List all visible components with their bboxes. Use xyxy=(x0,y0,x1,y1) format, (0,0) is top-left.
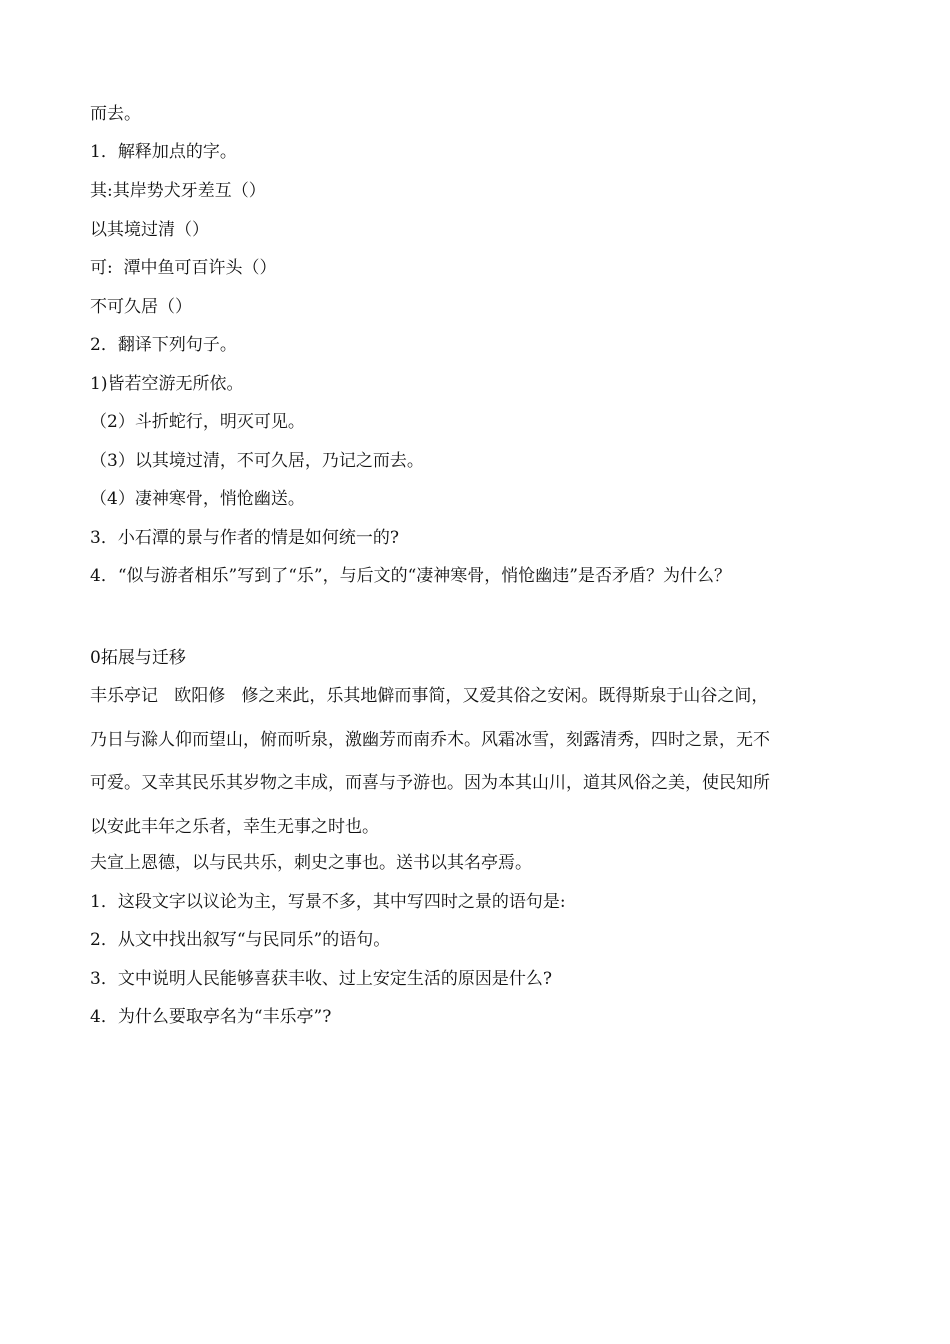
question-1-item-ke-1: 可: 潭中鱼可百许头（） xyxy=(90,258,277,278)
question-1-item-qi-1: 其:其岸势犬牙差互（） xyxy=(90,181,266,201)
question-4: 4．“似与游者相乐”写到了“乐”，与后文的“凄神寒骨，悄怆幽违”是否矛盾？为什么？ xyxy=(90,566,731,586)
extension-question-4: 4．为什么要取亭名为“丰乐亭”? xyxy=(90,1007,332,1027)
extension-question-2: 2．从文中找出叙写“与民同乐”的语句。 xyxy=(90,930,391,950)
passage-line-5: 夫宣上恩德，以与民共乐，刺史之事也。送书以其名亭焉。 xyxy=(90,853,532,873)
passage-line-2: 乃日与滁人仰而望山，俯而听泉，激幽芳而南乔木。风霜冰雪，刻露清秀，四时之景，无不 xyxy=(90,730,770,750)
translate-item-4: （4）凄神寒骨，悄怆幽送。 xyxy=(90,489,305,509)
translate-item-2: （2）斗折蛇行，明灭可见。 xyxy=(90,412,305,432)
question-1-title: 1．解释加点的字。 xyxy=(90,142,237,162)
extension-question-1: 1．这段文字以议论为主，写景不多，其中写四时之景的语句是: xyxy=(90,892,566,912)
section-heading-extension: 0拓展与迁移 xyxy=(90,648,186,668)
question-1-item-ke-2: 不可久居（） xyxy=(90,297,192,317)
question-2-title: 2．翻译下列句子。 xyxy=(90,335,237,355)
text-line-closing: 而去。 xyxy=(90,104,141,124)
question-1-item-qi-2: 以其境过清（） xyxy=(90,220,209,240)
translate-item-1: 1)皆若空游无所依。 xyxy=(90,374,244,394)
passage-line-3: 可爱。又幸其民乐其岁物之丰成，而喜与予游也。因为本其山川，道其风俗之美，使民知所 xyxy=(90,773,770,793)
extension-question-3: 3．文中说明人民能够喜获丰收、过上安定生活的原因是什么? xyxy=(90,969,552,989)
question-3: 3．小石潭的景与作者的情是如何统一的? xyxy=(90,528,399,548)
passage-line-1: 丰乐亭记 欧阳修 修之来此，乐其地僻而事简，又爱其俗之安闲。既得斯泉于山谷之间， xyxy=(90,686,769,706)
passage-line-4: 以安此丰年之乐者，幸生无事之时也。 xyxy=(90,817,379,837)
translate-item-3: （3）以其境过清，不可久居，乃记之而去。 xyxy=(90,451,424,471)
